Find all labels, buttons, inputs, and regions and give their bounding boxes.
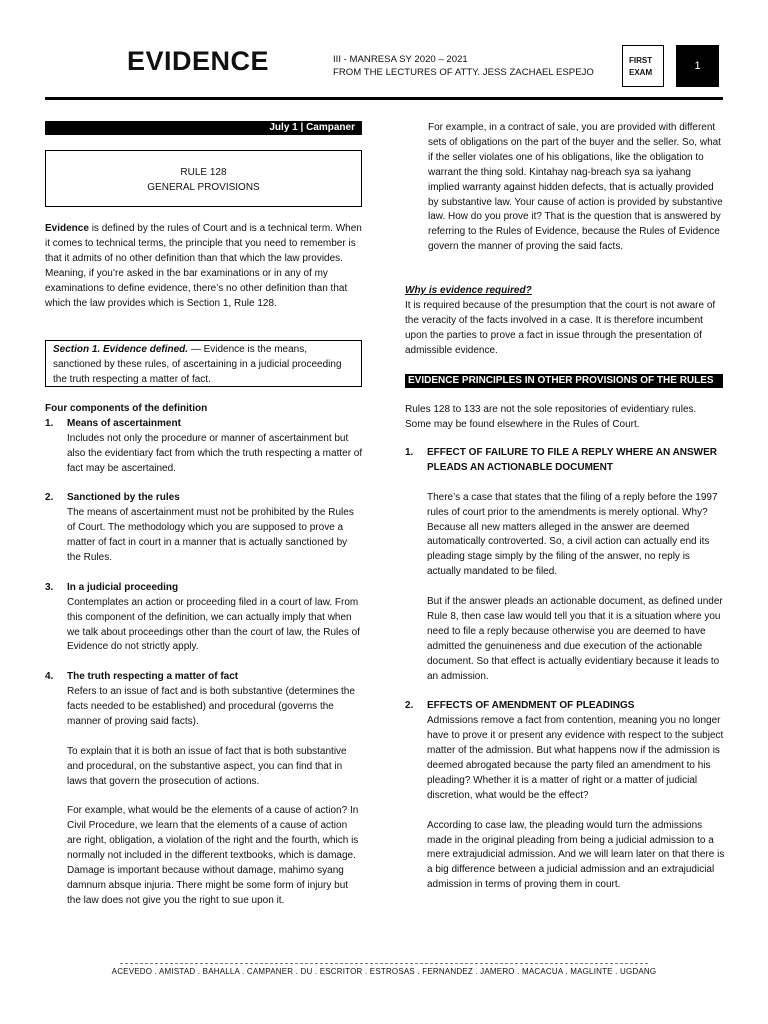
item-title: Means of ascertainment	[67, 417, 181, 429]
rule-title: GENERAL PROVISIONS	[147, 182, 260, 193]
item-title: In a judicial proceeding	[67, 581, 179, 593]
exam-label-line2: EXAM	[629, 68, 653, 77]
rule-number: RULE 128	[180, 167, 227, 178]
principles-list	[405, 446, 725, 893]
principle-item-2	[405, 699, 725, 893]
section1-box	[45, 340, 362, 387]
item-paragraph: There’s a case that states that the filing of a reply before the 1997 rules of court prior to the amendments is merely optional. Why? Because all new matters alleged in the answer are deemed automatically controverted. So, a civil action can actually end its pleading stage simply by the filing of the answer, no reply is actually mandated to be filed.	[427, 491, 718, 578]
component-item-4	[45, 670, 363, 908]
item-number: 4.	[45, 671, 54, 683]
item-number: 1.	[45, 417, 54, 429]
item-paragraph: According to case law, the pleading would turn the admissions made in the original pleading from being a judicial admission to a mere extrajudicial admission. And we will learn later on that there is a big difference between a judicial admission and an extrajudicial admission in terms of proving them in court.	[427, 819, 725, 891]
item-number: 2.	[45, 492, 54, 504]
principles-text: Rules 128 to 133 are not the sole repositories of evidentiary rules. Some may be found elsewhere in the Rules of Court.	[405, 404, 697, 430]
footer-divider	[120, 963, 648, 964]
date-author-bar: July 1 | Campaner	[45, 121, 362, 135]
components-heading: Four components of the definition	[45, 403, 208, 414]
header-course-line: III - MANRESA SY 2020 – 2021	[333, 54, 468, 65]
item-paragraph: The means of ascertainment must not be prohibited by the Rules of Court. The methodology which you are supposed to prove a matter of fact in court in a manner that is actually sanctioned by the Rules.	[67, 507, 354, 564]
intro-text: is defined by the rules of Court and is a technical term. When it comes to technical terms, the principle that you need to remember is that it admits of no other definition than that which the law provides. Meaning, if you’re asked in the bar examinations or in any of my examinations to define evidence, there’s no other definition than that which the law provides which is Section 1, Rule 128.	[45, 223, 362, 309]
components-list	[45, 402, 363, 909]
why-text: It is required because of the presumption that the court is not aware of the veracity of the facts involved in a case. It is therefore incumbent upon the parties to prove a fact in issue through the presentation of admissible evidence.	[405, 299, 716, 356]
document-title: EVIDENCE	[127, 46, 270, 76]
item-number: 1.	[405, 447, 414, 458]
item-title: EFFECTS OF AMENDMENT OF PLEADINGS	[427, 700, 635, 712]
component-item-2	[45, 491, 363, 566]
page-number-box	[676, 45, 719, 87]
header-lecturer-line: FROM THE LECTURES OF ATTY. JESS ZACHAEL ESPEJO	[333, 67, 594, 78]
section1-text: — Evidence is the means, sanctioned by these rules, of ascertaining in a judicial proceeding the truth respecting a matter of fact.	[53, 344, 342, 385]
why-heading: Why is evidence required?	[405, 285, 532, 296]
component-item-3	[45, 581, 363, 656]
item-title: The truth respecting a matter of fact	[67, 671, 239, 683]
item-number: 2.	[405, 700, 414, 712]
item-paragraph: Refers to an issue of fact and is both substantive (determines the facts needed to be established) and procedural (governs the manner of proving said facts).	[67, 686, 355, 727]
intro-paragraph	[45, 222, 363, 311]
exam-label-line1: FIRST	[629, 56, 653, 65]
rule-heading-box	[45, 150, 362, 207]
contract-paragraph: For example, in a contract of sale, you are provided with different sets of obligations on the part of the buyer and the seller. So, what if the seller violates one of his obligations, like the obligation to warrant the thing sold. Kintahay nag-breach sya sa iyahang implied warranty against hidden defects, that is actually provided by substantive law. Your cause of action is provided by substantive law. How do you prove it? That is the question that is answered by referring to the Rules of Evidence, because the Rules of Evidence govern the manner of proving the said facts.	[428, 122, 723, 253]
item-paragraph: Contemplates an action or proceeding filed in a court of law. From this component of the definition, we can actually imply that when we talk about proceedings other than the court of law, the Rules of Evidence do not strictly apply.	[67, 596, 360, 653]
why-section	[405, 284, 725, 359]
item-number: 3.	[45, 581, 54, 593]
item-paragraph: Admissions remove a fact from contention, meaning you no longer have to prove it or present any evidence with respect to the subject matter of the admission. But what happens now if the admission is deemed abrogated because the party filed an amendment to his pleading? Whether it is a matter of right or a matter of judicial discretion, what would be the effect?	[427, 715, 724, 801]
item-paragraph: To explain that it is both an issue of fact that is both substantive and procedural, on the substantive aspect, you can find that in laws that govern the prosecution of actions.	[67, 745, 347, 787]
exam-label-box	[622, 45, 664, 87]
item-paragraph: For example, what would be the elements of a cause of action? In Civil Procedure, we learn that the elements of a cause of action are right, obligation, a violation of the right and the fourth, which is normally not included in the different textbooks, which is damage. Damage is important because without damage, mahimo syang damnum absque injuria. There might be some form of injury but the law does not give you the right to sue upon it.	[67, 805, 359, 906]
item-paragraph: But if the answer pleads an actionable document, as defined under Rule 8, then case law would tell you that it is a situation where you need to file a reply because otherwise you are deemed to have admitted the genuineness and due execution of the actionable document. So that effect is actually evidentiary because it leads to an admission.	[427, 596, 723, 682]
principle-item-1	[405, 446, 725, 684]
item-title: Sanctioned by the rules	[67, 492, 180, 504]
item-title: EFFECT OF FAILURE TO FILE A REPLY WHERE AN ANSWER PLEADS AN ACTIONABLE DOCUMENT	[427, 447, 718, 473]
item-paragraph: Includes not only the procedure or manner of ascertainment but also the evidentiary fact from which the truth respecting a matter of fact may be ascertained.	[67, 432, 363, 474]
page-number: 1	[694, 60, 701, 72]
footer-names: ACEVEDO . AMISTAD . BAHALLA . CAMPANER . DU . ESCRITOR . ESTROSAS . FERNANDEZ . JAMERO . MACACUA . MAGLINTE . UGDANG	[111, 967, 657, 976]
intro-term: Evidence	[45, 223, 89, 234]
section1-heading: Section 1. Evidence defined.	[53, 344, 189, 355]
principles-bar: EVIDENCE PRINCIPLES IN OTHER PROVISIONS OF THE RULES	[405, 374, 723, 388]
component-item-1	[45, 417, 363, 477]
header-divider	[45, 97, 723, 100]
